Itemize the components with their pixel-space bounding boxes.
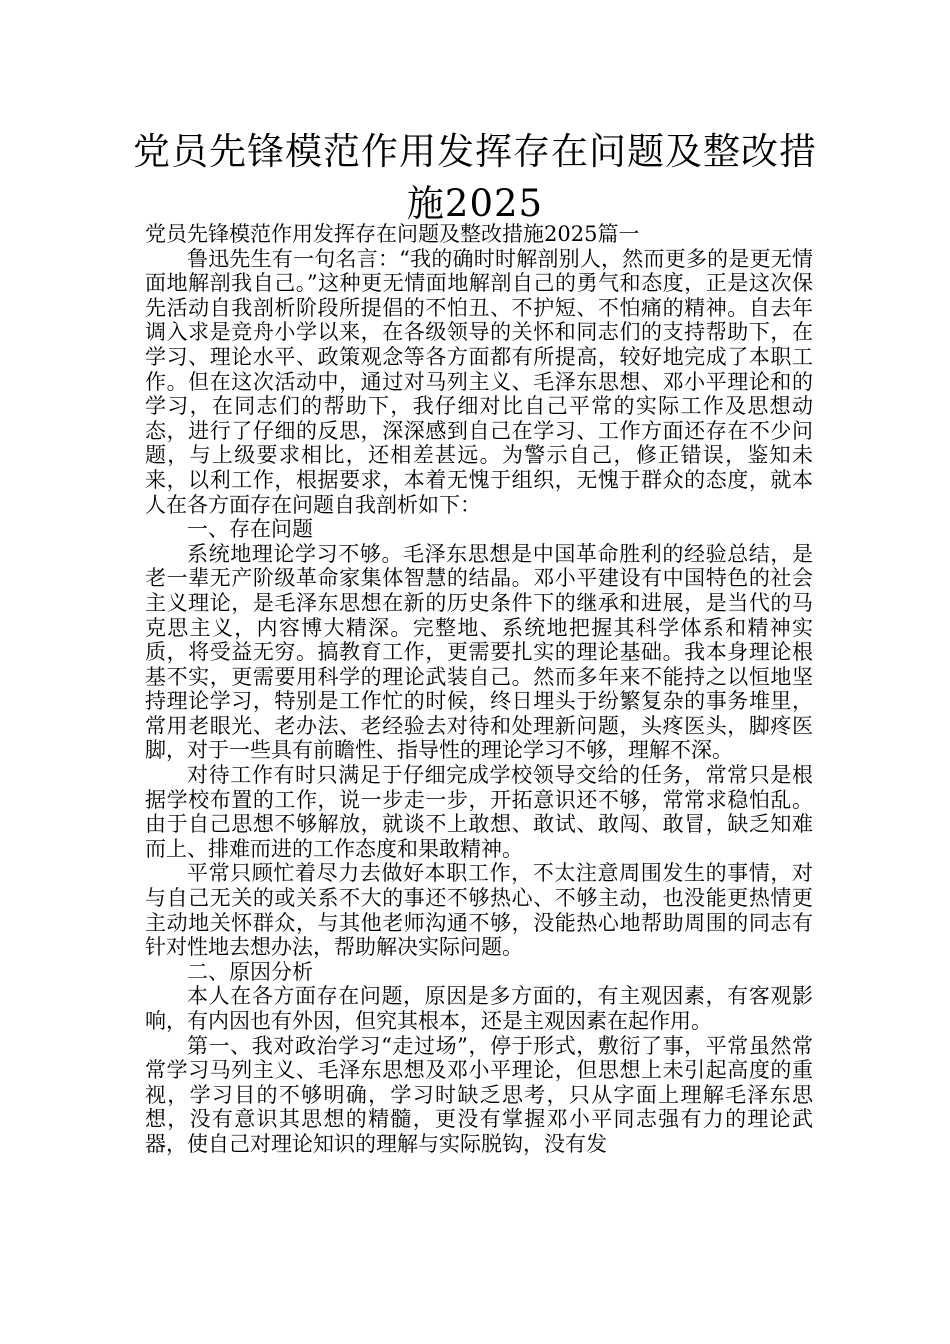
paragraph-cause-first: 第一、我对政治学习“走过场”，停于形式，敷衍了事，平常虽然常常学习马列主义、毛泽东思想及邓小平理论，但思想上未引起高度的重视，学习目的不够明确，学习时缺乏思考，只从字面上理解毛泽东思想，没有意识其思想的精髓，更没有掌握邓小平同志强有力的理论武器，使自己对理论知识的理解与实际脱钩，没有发 <box>145 1033 813 1156</box>
paragraph-intro: 鲁迅先生有一句名言：“我的确时时解剖别人，然而更多的是更无情面地解剖我自己。”这种更无情面地解剖自己的勇气和态度，正是这次保先活动自我剖析阶段所提倡的不怕丑、不护短、不怕痛的精神。自去年调入求是竞舟小学以来，在各级领导的关怀和同志们的支持帮助下，在学习、理论水平、政策观念等各方面都有所提高，较好地完成了本职工作。但在这次活动中，通过对马列主义、毛泽东思想、邓小平理论和的学习，在同志们的帮助下，我仔细对比自己平常的实际工作及思想动态，进行了仔细的反思，深深感到自己在学习、工作方面还存在不少问题，与上级要求相比，还相差甚远。为警示自己，修正错误，鉴知未来，以利工作，根据要求，本着无愧于组织，无愧于群众的态度，就本人在各方面存在问题自我剖析如下： <box>145 246 813 517</box>
paragraph-colleagues: 平常只顾忙着尽力去做好本职工作，不太注意周围发生的事情，对与自己无关的或关系不大的事还不够热心、不够主动，也没能更热情更主动地关怀群众，与其他老师沟通不够，没能热心地帮助周围的同志有针对性地去想办法，帮助解决实际问题。 <box>145 861 813 960</box>
document-body <box>145 222 813 1157</box>
paragraph-theory-study: 系统地理论学习不够。毛泽东思想是中国革命胜利的经验总结，是老一辈无产阶级革命家集体智慧的结晶。邓小平建设有中国特色的社会主义理论，是毛泽东思想在新的历史条件下的继承和进展，是当代的马克思主义，内容博大精深。完整地、系统地把握其科学体系和精神实质，将受益无穷。搞教育工作，更需要扎实的理论基础。我本身理论根基不实，更需要用科学的理论武装自己。然而多年来不能持之以恒地坚持理论学习，特别是工作忙的时候，终日埋头于纷繁复杂的事务堆里，常用老眼光、老办法、老经验去对待和处理新问题，头疼医头，脚疼医脚，对于一些具有前瞻性、指导性的理论学习不够，理解不深。 <box>145 541 813 763</box>
paragraph-work-attitude: 对待工作有时只满足于仔细完成学校领导交给的任务，常常只是根据学校布置的工作，说一步走一步，开拓意识还不够，常常求稳怕乱。由于自己思想不够解放，就谈不上敢想、敢试、敢闯、敢冒，缺乏知难而上、排难而进的工作态度和果敢精神。 <box>145 763 813 861</box>
document-title: 党员先锋模范作用发挥存在问题及整改措施2025 <box>133 130 817 225</box>
section-heading-causes: 二、原因分析 <box>187 959 313 984</box>
document-subtitle: 党员先锋模范作用发挥存在问题及整改措施2025篇一 <box>145 222 640 246</box>
paragraph-causes-summary: 本人在各方面存在问题，原因是多方面的，有主观因素，有客观影响，有内因也有外因，但究其根本，还是主观因素在起作用。 <box>145 984 813 1033</box>
section-heading-problems: 一、存在问题 <box>187 517 313 542</box>
